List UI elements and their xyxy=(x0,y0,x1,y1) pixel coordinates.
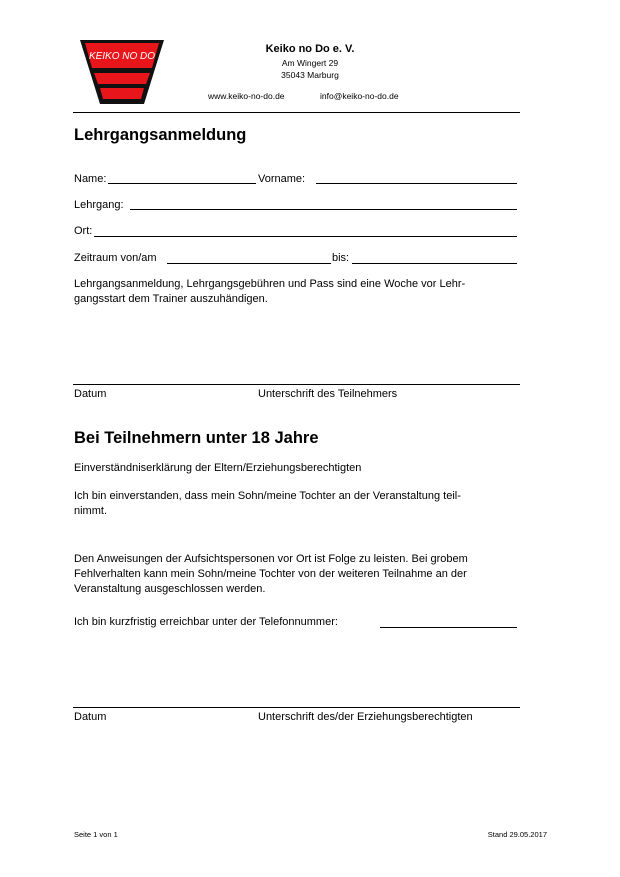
date-label: Datum xyxy=(74,388,107,400)
phone-field[interactable] xyxy=(380,627,517,628)
zeitraum-label: Zeitraum von/am xyxy=(74,252,157,264)
bis-label: bis: xyxy=(332,252,350,264)
rules-line-1: Den Anweisungen der Aufsichtspersonen vor Ort ist Folge zu leisten. Bei grobem xyxy=(74,553,468,565)
note-line-2: gangsstart dem Trainer auszuhändigen. xyxy=(74,293,268,305)
minors-title: Bei Teilnehmern unter 18 Jahre xyxy=(74,429,319,447)
ort-field[interactable] xyxy=(94,236,517,237)
name-label: Name: xyxy=(74,173,107,185)
club-logo xyxy=(80,40,164,104)
logo-text: KEIKO NO DO xyxy=(88,51,156,62)
website-link[interactable]: www.keiko-no-do.de xyxy=(208,91,285,101)
zeitraum-von-field[interactable] xyxy=(167,263,331,264)
consent-line-2: nimmt. xyxy=(74,505,107,517)
guardian-signature-line[interactable] xyxy=(73,707,520,708)
vorname-field[interactable] xyxy=(316,183,517,184)
header-divider xyxy=(73,112,520,113)
org-name: Keiko no Do e. V. xyxy=(265,43,355,55)
zeitraum-bis-field[interactable] xyxy=(352,263,517,264)
org-street: Am Wingert 29 xyxy=(281,58,339,68)
rules-line-2: Fehlverhalten kann mein Sohn/meine Tochter von der weiteren Teilnahme an der xyxy=(74,568,467,580)
signature-label: Unterschrift des Teilnehmers xyxy=(258,388,398,400)
guardian-signature-label: Unterschrift des/der Erziehungsberechtigten xyxy=(258,711,473,723)
version-info: Stand 29.05.2017 xyxy=(487,830,547,839)
email-link[interactable]: info@keiko-no-do.de xyxy=(320,91,399,101)
consent-subtitle: Einverständniserklärung der Eltern/Erziehungsberechtigten xyxy=(74,462,362,474)
note-line-1: Lehrgangsanmeldung, Lehrgangsgebühren und Pass sind eine Woche vor Lehr- xyxy=(74,278,466,290)
ort-label: Ort: xyxy=(74,225,93,237)
lehrgang-field[interactable] xyxy=(130,209,517,210)
name-field[interactable] xyxy=(108,183,256,184)
consent-line-1: Ich bin einverstanden, dass mein Sohn/meine Tochter an der Veranstaltung teil- xyxy=(74,490,461,502)
rules-line-3: Veranstaltung ausgeschlossen werden. xyxy=(74,583,266,595)
lehrgang-label: Lehrgang: xyxy=(74,199,124,211)
vorname-label: Vorname: xyxy=(258,173,306,185)
form-title: Lehrgangsanmeldung xyxy=(74,126,247,144)
guardian-date-label: Datum xyxy=(74,711,107,723)
org-city: 35043 Marburg xyxy=(281,70,339,80)
page-info: Seite 1 von 1 xyxy=(74,830,118,839)
phone-label: Ich bin kurzfristig erreichbar unter der Telefonnummer: xyxy=(74,616,338,628)
signature-line[interactable] xyxy=(73,384,520,385)
